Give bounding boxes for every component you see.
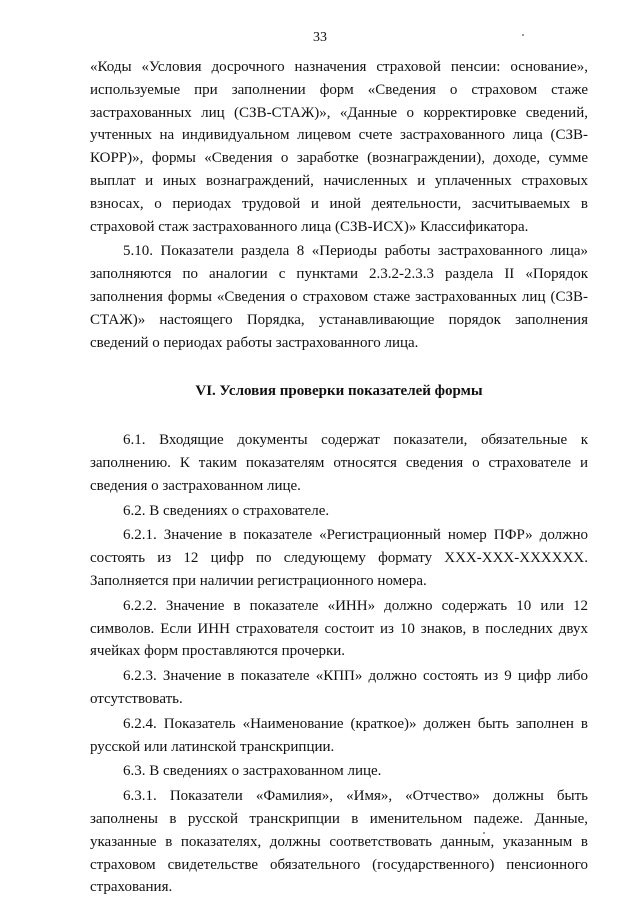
section-heading: VI. Условия проверки показателей формы (195, 383, 483, 400)
paragraph-6-3-1: 6.3.1. Показатели «Фамилия», «Имя», «Отчество» должны быть заполнены в русской транскрипции в именительном падеже. Данные, указанные в показателях, должны соответствовать данным, указанным в страховом свидетельстве обязательного (государственного) пенсионного страхования. (90, 788, 588, 896)
paragraph-5-10: 5.10. Показатели раздела 8 «Периоды работы застрахованного лица» заполняются по аналогии с пунктами 2.3.2-2.3.3 раздела II «Порядок заполнения формы «Сведения о страховом стаже застрахованных лиц (СЗВ-СТАЖ)» настоящего Порядка, устанавливающие порядок заполнения сведений о периодах работы застрахованного лица. (90, 243, 588, 351)
document-body (90, 56, 588, 899)
paragraph-6-2-2: 6.2.2. Значение в показателе «ИНН» должно содержать 10 или 12 символов. Если ИНН страхователя состоит из 10 знаков, в последних двух ячейках форм проставляются прочерки. (90, 597, 588, 660)
paragraph-6-1: 6.1. Входящие документы содержат показатели, обязательные к заполнению. К таким показателям относятся сведения о страхователе и сведения о застрахованном лице. (90, 432, 588, 494)
page-number: 33 (313, 30, 327, 45)
paragraph-6-2: 6.2. В сведениях о страхователе. (123, 502, 330, 519)
paragraph-6-2-4: 6.2.4. Показатель «Наименование (краткое)» должен быть заполнен в русской или латинской транскрипции. (90, 715, 588, 755)
paragraph-6-2-3: 6.2.3. Значение в показателе «КПП» должно состоять из 9 цифр либо отсутствовать. (90, 668, 588, 707)
scan-speck (483, 832, 485, 834)
paragraph-6-3: 6.3. В сведениях о застрахованном лице. (123, 763, 382, 780)
scan-speck (522, 34, 524, 36)
paragraph-classifier-codes: «Коды «Условия досрочного назначения страховой пенсии: основание», используемые при заполнении форм «Сведения о страховом стаже застрахованных лиц (СЗВ-СТАЖ)», «Данные о корректировке сведений, учтенных на индивидуальном лицевом счете застрахованного лица (СЗВ-КОРР)», формы «Сведения о заработке (вознаграждении), доходе, сумме выплат и иных вознаграждений, начисленных и уплаченных страховых взносах, о периодах трудовой и иной деятельности, засчитываемых в страховой стаж застрахованного лица (СЗВ-ИСХ)» Классификатора. (90, 59, 588, 235)
paragraph-6-2-1: 6.2.1. Значение в показателе «Регистрационный номер ПФР» должно состоять из 12 цифр по следующему формату ХХХ-ХХХ-ХХХХХХ. Заполняется при наличии регистрационного номера. (90, 527, 588, 589)
